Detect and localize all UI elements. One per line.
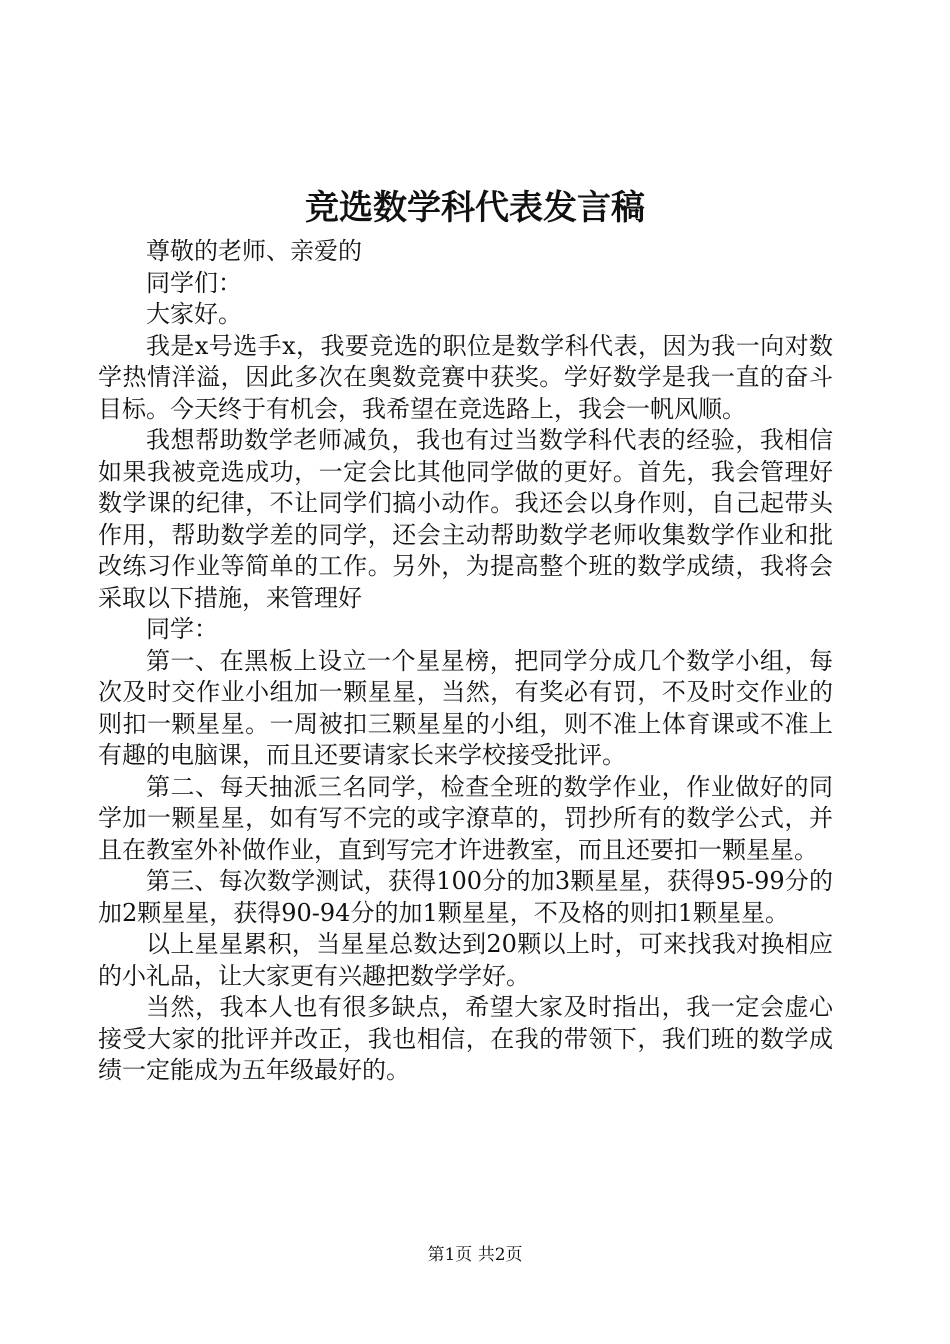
paragraph-salutation: 尊敬的老师、亲爱的 bbox=[146, 237, 362, 265]
paragraph-measure-1: 第一、在黑板上设立一个星星榜，把同学分成几个数学小组，每次及时交作业小组加一颗星星，当然，有奖必有罚，不及时交作业的则扣一颗星星。一周被扣三颗星星的小组，则不准上体育课或不准上有趣的电脑课，而且还要请家长来学校接受批评。 bbox=[98, 646, 833, 769]
paragraph-measure-2: 第二、每天抽派三名同学，检查全班的数学作业，作业做好的同学加一颗星星，如有写不完的或字潦草的，罚抄所有的数学公式，并且在教室外补做作业，直到写完才许进教室，而且还要扣一颗星星。 bbox=[98, 772, 833, 864]
paragraph-classmates: 同学： bbox=[146, 615, 218, 643]
paragraph-measure-3: 第三、每次数学测试，获得100分的加3颗星星，获得95-99分的加2颗星星，获得90-94分的加1颗星星，不及格的则扣1颗星星。 bbox=[98, 867, 833, 927]
paragraph-motivation: 我想帮助数学老师减负，我也有过当数学科代表的经验，我相信如果我被竞选成功，一定会比其他同学做的更好。首先，我会管理好数学课的纪律，不让同学们搞小动作。我还会以身作则，自己起带头作用，帮助数学差的同学，还会主动帮助数学老师收集数学作业和批改练习作业等简单的工作。另外，为提高整个班的数学成绩，我将会采取以下措施，来管理好 bbox=[98, 426, 833, 612]
page-footer: 第1页 共2页 bbox=[427, 1245, 523, 1265]
paragraph-closing: 当然，我本人也有很多缺点，希望大家及时指出，我一定会虚心接受大家的批评并改正，我也相信，在我的带领下，我们班的数学成绩一定能成为五年级最好的。 bbox=[98, 993, 833, 1084]
page-title: 竞选数学科代表发言稿 bbox=[305, 188, 645, 228]
paragraph-salutation-cont: 同学们： bbox=[146, 268, 242, 297]
paragraph-greeting: 大家好。 bbox=[146, 300, 242, 328]
paragraph-rewards: 以上星星累积，当星星总数达到20颗以上时，可来找我对换相应的小礼品，让大家更有兴趣把数学学好。 bbox=[98, 930, 833, 990]
paragraph-intro: 我是x号选手x，我要竞选的职位是数学科代表，因为我一向对数学热情洋溢，因此多次在奥数竞赛中获奖。学好数学是我一直的奋斗目标。今天终于有机会，我希望在竞选路上，我会一帆风顺。 bbox=[98, 331, 833, 423]
document-body bbox=[98, 236, 833, 1087]
